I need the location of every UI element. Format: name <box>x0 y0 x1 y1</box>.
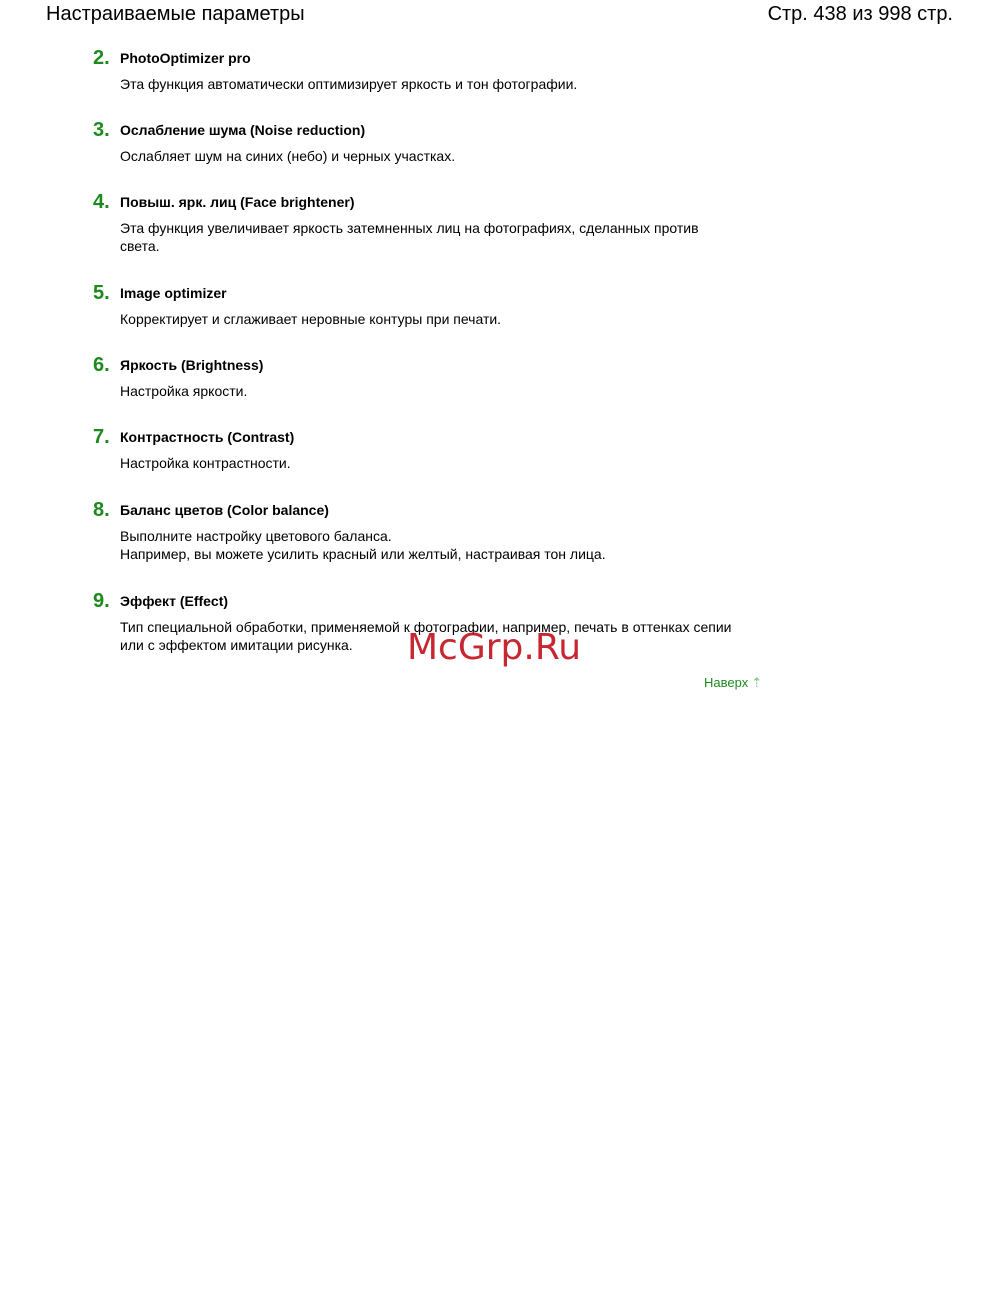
item-title: Повыш. ярк. лиц (Face brightener) <box>120 194 355 210</box>
item-number: 5. <box>93 282 110 304</box>
item-title: Контрастность (Contrast) <box>120 429 295 445</box>
watermark: McGrp.Ru <box>407 627 582 668</box>
list-item <box>93 427 753 472</box>
item-description <box>120 75 740 93</box>
item-description-line: Ослабляет шум на синих (небо) и черных участках. <box>120 148 456 164</box>
item-description <box>120 454 740 472</box>
item-description-line: Настройка контрастности. <box>120 455 291 471</box>
item-description-line: Выполните настройку цветового баланса. <box>120 528 392 544</box>
item-description <box>120 310 740 328</box>
item-description-line: Эта функция увеличивает яркость затемненных лиц на фотографиях, сделанных против света. <box>120 220 699 254</box>
item-number: 2. <box>93 47 110 69</box>
page-title: Настраиваемые параметры <box>46 3 305 25</box>
back-to-top-link[interactable] <box>704 674 762 692</box>
back-to-top-label: Наверх <box>704 675 749 690</box>
item-title: Image optimizer <box>120 285 227 301</box>
item-description <box>120 219 740 255</box>
item-description-line: Тип специальной обработки, применяемой к фотографии, например, печать в оттенках сепии или с эффектом имитации рисунка. <box>120 619 732 653</box>
item-number: 7. <box>93 426 110 448</box>
item-description <box>120 147 740 165</box>
list-item <box>93 500 753 563</box>
item-description-line: Корректирует и сглаживает неровные контуры при печати. <box>120 311 502 327</box>
item-description-line: Эта функция автоматически оптимизирует яркость и тон фотографии. <box>120 76 578 92</box>
list-item <box>93 48 753 93</box>
item-description <box>120 382 740 400</box>
list-item <box>93 120 753 165</box>
item-description <box>120 527 740 563</box>
item-number: 3. <box>93 119 110 141</box>
page-counter: Стр. 438 из 998 стр. <box>767 3 953 25</box>
item-number: 4. <box>93 191 110 213</box>
item-number: 6. <box>93 354 110 376</box>
item-description-line: Например, вы можете усилить красный или желтый, настраивая тон лица. <box>120 546 606 562</box>
list-item <box>93 355 753 400</box>
item-description-line: Настройка яркости. <box>120 383 248 399</box>
item-title: PhotoOptimizer pro <box>120 50 251 66</box>
list-item <box>93 283 753 328</box>
item-number: 8. <box>93 499 110 521</box>
item-number: 9. <box>93 590 110 612</box>
list-item <box>93 192 753 255</box>
item-title: Эффект (Effect) <box>120 593 229 609</box>
item-title: Яркость (Brightness) <box>120 357 264 373</box>
item-title: Ослабление шума (Noise reduction) <box>120 122 366 138</box>
arrow-up-icon: ⇡ <box>751 675 763 690</box>
item-title: Баланс цветов (Color balance) <box>120 502 329 518</box>
